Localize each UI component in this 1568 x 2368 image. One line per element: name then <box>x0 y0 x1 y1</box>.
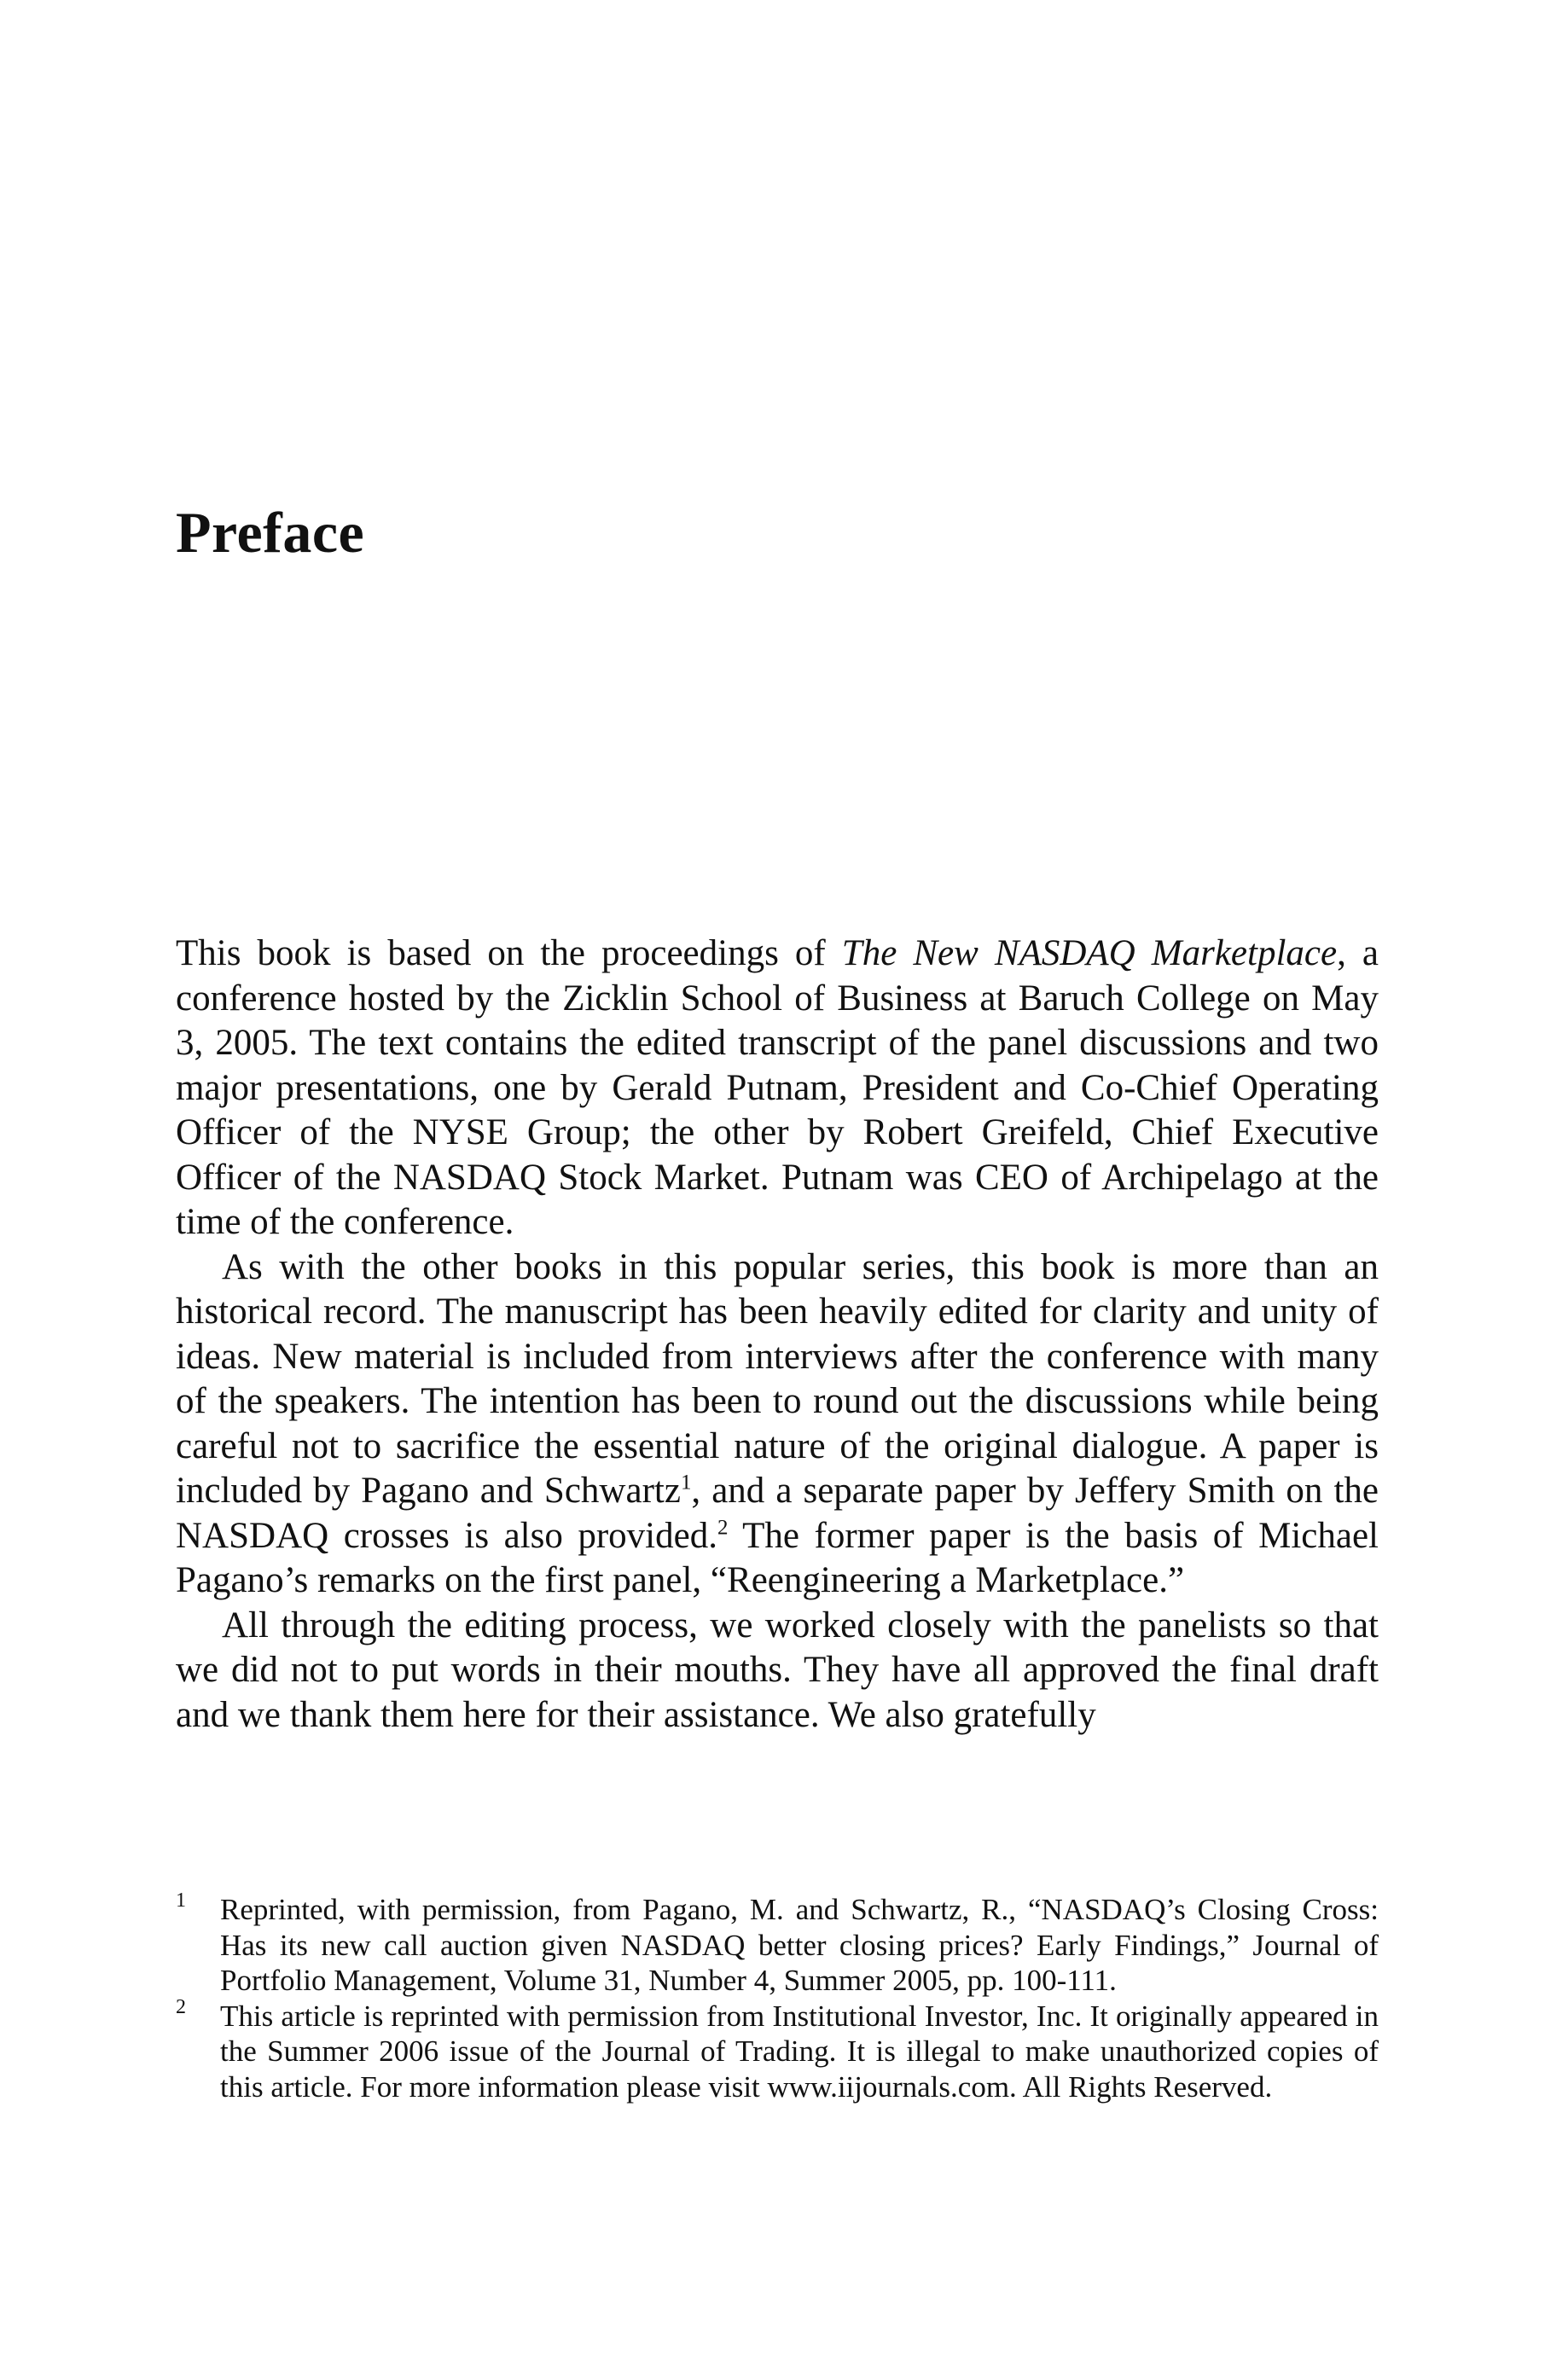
paragraph-2-text-b: , and a separate paper by Jeffery Smith on the NASDAQ crosses is also provided. <box>176 1471 1379 1556</box>
footnote-ref-2: 2 <box>717 1516 729 1540</box>
footnotes <box>176 1889 1379 2104</box>
paragraph-1-text-a: This book is based on the proceedings of <box>176 933 842 973</box>
paragraph-2-text-c: The former paper is the basis of Michael Pagano’s remarks on the first panel, “Reengineering a Marketplace.” <box>176 1515 1379 1600</box>
paragraph-3: All through the editing process, we worked closely with the panelists so that we did not to put words in their mouths. They have all approved the final draft and we thank them here for their assistance. We also gratefully <box>176 1605 1379 1735</box>
conference-title: The New NASDAQ Marketplace <box>841 933 1338 973</box>
paragraph-1 <box>176 932 1379 1245</box>
footnote-1 <box>176 1889 1379 1999</box>
page-title: Preface <box>176 500 365 565</box>
footnote-1-text: Reprinted, with permission, from Pagano, M. and Schwartz, R., “NASDAQ’s Closing Cross: Has its new call auction given NASDAQ better closing prices? Early Findings,” Journal of Portfolio Management, Volume 31, Number 4, Summer 2005, pp. 100-111. <box>220 1893 1379 1997</box>
preface-body <box>176 932 1379 1738</box>
footnote-2-mark: 2 <box>176 1995 186 2018</box>
footnote-2-text: This article is reprinted with permission from Institutional Investor, Inc. It originally appeared in the Summer 2006 issue of the Journal of Trading. It is illegal to make unauthorized copies of this article. For more information please visit www.iijournals.com. All Rights Reserved. <box>220 1999 1379 2104</box>
paragraph-2-text-a: As with the other books in this popular series, this book is more than an historical record. The manuscript has been heavily edited for clarity and unity of ideas. New material is included from interviews after the conference with many of the speakers. The intention has been to round out the discussions while being careful not to sacrifice the essential nature of the original dialogue. A paper is included by Pagano and Schwartz <box>176 1246 1379 1511</box>
paragraph-1-text-b: , a conference hosted by the Zicklin School of Business at Baruch College on May 3, 2005. The text contains the edited transcript of the panel discussions and two major presentations, one by Gerald Putnam, President and Co-Chief Operating Officer of the NYSE Group; the other by Robert Greifeld, Chief Executive Officer of the NASDAQ Stock Market. Putnam was CEO of Archipelago at the time of the conference. <box>176 933 1379 1242</box>
footnote-1-mark: 1 <box>176 1889 186 1912</box>
paragraph-2 <box>176 1245 1379 1604</box>
footnote-ref-1: 1 <box>680 1471 692 1495</box>
footnote-2 <box>176 1995 1379 2105</box>
